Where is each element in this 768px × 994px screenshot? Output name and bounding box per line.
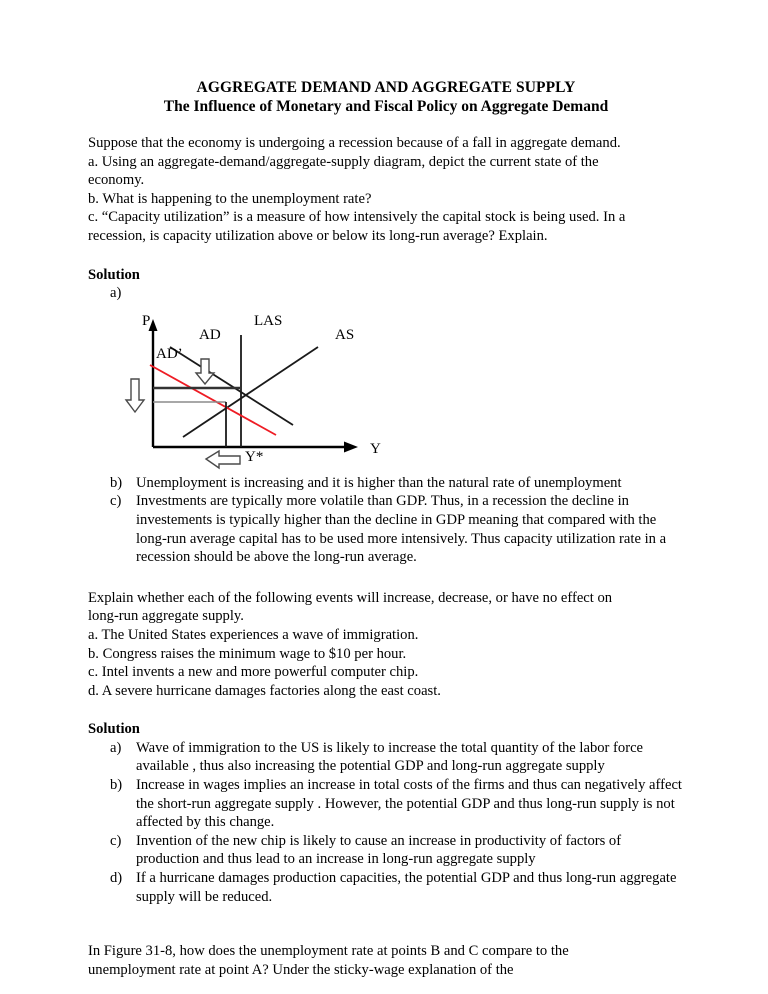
curve-label-ad: AD: [199, 326, 221, 343]
curve-label-as: AS: [335, 326, 355, 343]
potential-output-label: Y*: [245, 448, 264, 465]
document-content: [88, 78, 684, 979]
list-text: If a hurricane damages production capacities, the potential GDP and thus long-run aggregate supply will be reduced.: [136, 870, 677, 905]
title-line-1: AGGREGATE DEMAND AND AGGREGATE SUPPLY: [196, 79, 576, 96]
list-item: [88, 869, 684, 906]
document-title: [88, 78, 684, 116]
axis-label-p: P: [142, 312, 151, 329]
list-item: [88, 776, 684, 832]
ad-as-diagram: [88, 307, 684, 472]
list-marker: b): [110, 777, 123, 794]
question-1-line: Suppose that the economy is undergoing a recession because of a fall in aggregate demand.: [88, 135, 621, 151]
price-down-arrow: [126, 379, 144, 412]
list-marker: c): [110, 493, 122, 510]
list-item: [88, 739, 684, 776]
question-3-block: [88, 942, 684, 979]
question-3-line: unemployment rate at point A? Under the sticky-wage explanation of the: [88, 961, 514, 978]
list-item: [88, 492, 684, 566]
question-2-block: [88, 589, 684, 701]
solution-1-list: [88, 474, 684, 567]
solution-2-heading: Solution: [88, 721, 140, 738]
curve-label-ad-prime: AD’: [156, 345, 183, 362]
question-2-line: long-run aggregate supply.: [88, 608, 244, 625]
output-left-arrow: [206, 451, 240, 468]
question-2-line: Explain whether each of the following events will increase, decrease, or have no effect on: [88, 589, 613, 606]
question-1-line: a. Using an aggregate-demand/aggregate-supply diagram, depict the current state of the: [88, 153, 599, 170]
list-item: [88, 474, 684, 493]
list-text: Invention of the new chip is likely to cause an increase in productivity of factors of production and thus lead to an increase in long-run aggregate supply: [136, 832, 622, 868]
question-2-line: c. Intel invents a new and more powerful computer chip.: [88, 664, 419, 681]
curve-label-las: LAS: [254, 312, 283, 329]
solution-2-list: [88, 739, 684, 906]
ad-prime-curve: [150, 365, 276, 435]
question-1-line: c. “Capacity utilization” is a measure of how intensively the capital stock is being used. In a: [88, 209, 626, 226]
list-marker: c): [110, 832, 122, 849]
title-line-2: The Influence of Monetary and Fiscal Policy on Aggregate Demand: [163, 98, 609, 115]
list-item: [88, 832, 684, 869]
list-text: Wave of immigration to the US is likely to increase the total quantity of the labor force available , thus also increasing the potential GDP and long-run aggregate supply: [136, 739, 644, 775]
list-text: Unemployment is increasing and it is higher than the natural rate of unemployment: [136, 474, 622, 491]
list-marker: b): [110, 474, 123, 491]
axis-label-y: Y: [370, 440, 381, 457]
question-2-line: b. Congress raises the minimum wage to $10 per hour.: [88, 645, 407, 662]
ad-shift-down-arrow: [196, 359, 214, 384]
list-text: Increase in wages implies an increase in total costs of the firms and thus can negatively affect the short-run aggregate supply . However, the potential GDP and thus long-run supply is not affected by this change.: [136, 777, 682, 831]
ad-as-diagram-svg: [88, 307, 508, 472]
question-1-line: economy.: [88, 172, 145, 189]
solution-1-item-a-marker: a): [110, 285, 122, 302]
list-marker: a): [110, 739, 122, 756]
question-1-line: recession, is capacity utilization above or below its long-run average? Explain.: [88, 227, 548, 244]
y-axis: [149, 319, 158, 447]
list-text: Investments are typically more volatile than GDP. Thus, in a recession the decline in investements is typically higher than the decline in GDP meaning that compared with the long-run average capital has to be used more intensively. Thus capacity utilization rate in a recession should be above the long-run average.: [136, 493, 667, 566]
question-2-line: d. A severe hurricane damages factories along the east coast.: [88, 682, 441, 699]
question-1-line: b. What is happening to the unemployment rate?: [88, 190, 372, 207]
list-marker: d): [110, 870, 123, 887]
question-1-block: [88, 134, 684, 246]
question-3-line: In Figure 31-8, how does the unemployment rate at points B and C compare to the: [88, 943, 569, 960]
question-2-line: a. The United States experiences a wave of immigration.: [88, 626, 419, 643]
solution-1-heading: Solution: [88, 266, 140, 283]
